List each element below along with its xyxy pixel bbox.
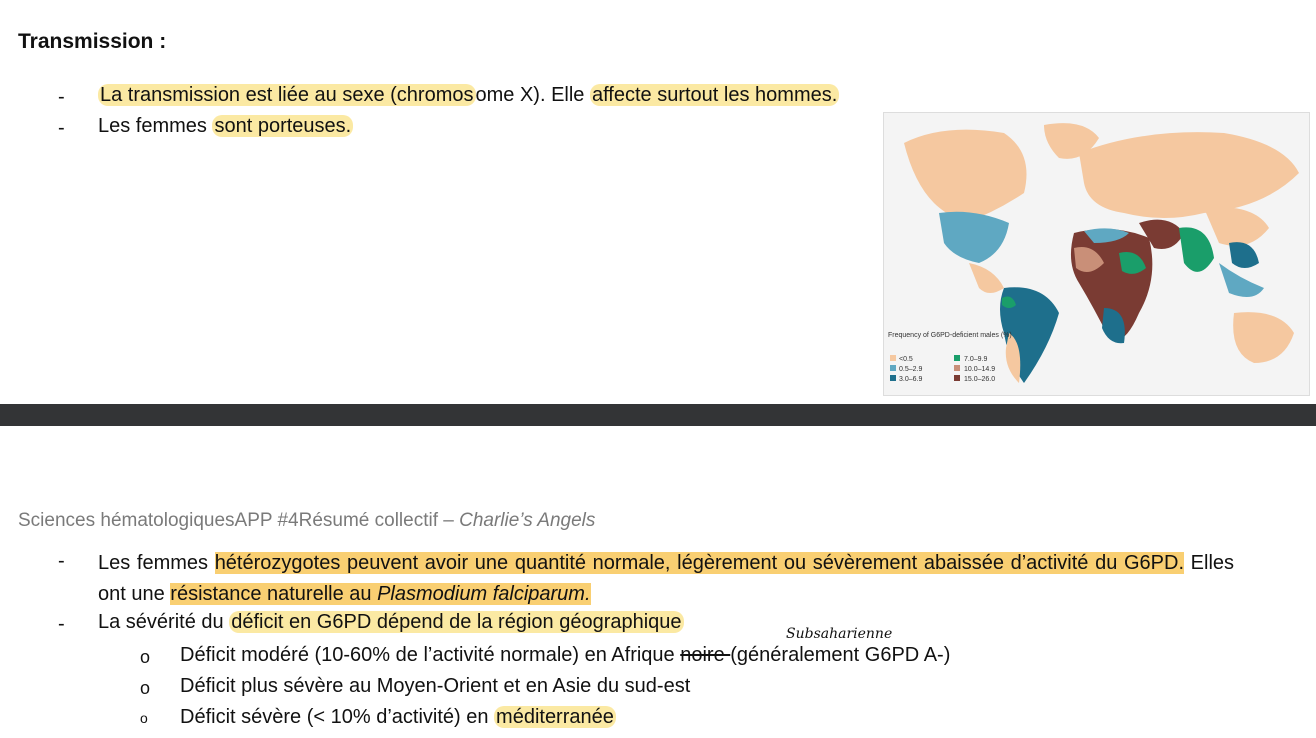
bullet-dash: - [58, 117, 65, 139]
highlight: La transmission est liée au sexe (chromos [100, 84, 474, 106]
text-run: (généralement G6PD A-) [730, 644, 951, 666]
text-run: ome X). Elle [475, 84, 590, 106]
running-header [18, 510, 595, 532]
legend-label: 15.0–26.0 [964, 376, 996, 383]
legend-swatch [954, 365, 960, 371]
highlight: résistance naturelle au [170, 583, 378, 605]
section-heading: Transmission : [18, 30, 167, 53]
bullet-transmission [98, 84, 839, 107]
legend-label: 7.0–9.9 [964, 356, 988, 363]
legend-label: 3.0–6.9 [899, 376, 923, 383]
legend-label: 10.0–14.9 [964, 366, 996, 373]
legend-swatch [890, 365, 896, 371]
highlight: sont porteuses. [214, 115, 352, 137]
text-run: Déficit modéré (10-60% de l’activité normale) en Afrique [180, 644, 681, 666]
highlight: affecte surtout les hommes. [591, 84, 838, 106]
text-run: Elles ont une [98, 552, 1235, 605]
sub-bullet: o [140, 647, 151, 667]
sub-bullet: o [140, 678, 151, 698]
bullet-heterozygotes [98, 548, 1234, 610]
bullet-dash: - [58, 86, 65, 108]
handwritten-note: Subsaharienne [786, 626, 893, 642]
sub-bullet-afrique [180, 644, 950, 667]
world-map-graphic [884, 113, 1309, 395]
highlight: déficit en G6PD dépend de la région géographique [231, 611, 682, 633]
sub-bullet-mediterranee [180, 706, 616, 729]
legend-swatch [954, 355, 960, 361]
legend-swatch [890, 375, 896, 381]
highlight: hétérozygotes peuvent avoir une quantité normale, légèrement ou sévèrement abaissée d’activité du G6PD. [214, 552, 1184, 574]
bullet-dash: - [58, 550, 65, 572]
strikethrough-text: noire [680, 644, 731, 666]
text-run: La sévérité du [98, 611, 230, 633]
bullet-severite [98, 611, 684, 634]
bullet-porteuses [98, 115, 353, 138]
bullet-dash: - [58, 613, 65, 635]
header-text: Sciences hématologiquesAPP #4Résumé collectif – [18, 510, 460, 531]
legend-swatch [890, 355, 896, 361]
sub-bullet-moyen-orient: Déficit plus sévère au Moyen-Orient et en Asie du sud-est [180, 675, 691, 697]
header-italic: Charlie’s Angels [459, 510, 596, 531]
text-run: Les femmes [98, 552, 215, 574]
g6pd-world-map [883, 112, 1310, 396]
legend-title: Frequency of G6PD-deficient males (%) [888, 332, 1012, 339]
legend-label: 0.5–2.9 [899, 366, 923, 373]
text-run: Les femmes [98, 115, 213, 137]
legend-swatch [954, 375, 960, 381]
legend-label: <0.5 [899, 356, 913, 363]
highlight-italic: Plasmodium falciparum. [377, 583, 591, 605]
text-run: Déficit sévère (< 10% d’activité) en [180, 706, 495, 728]
highlight: méditerranée [496, 706, 614, 728]
sub-bullet: o [140, 710, 148, 726]
page-separator [0, 404, 1316, 426]
